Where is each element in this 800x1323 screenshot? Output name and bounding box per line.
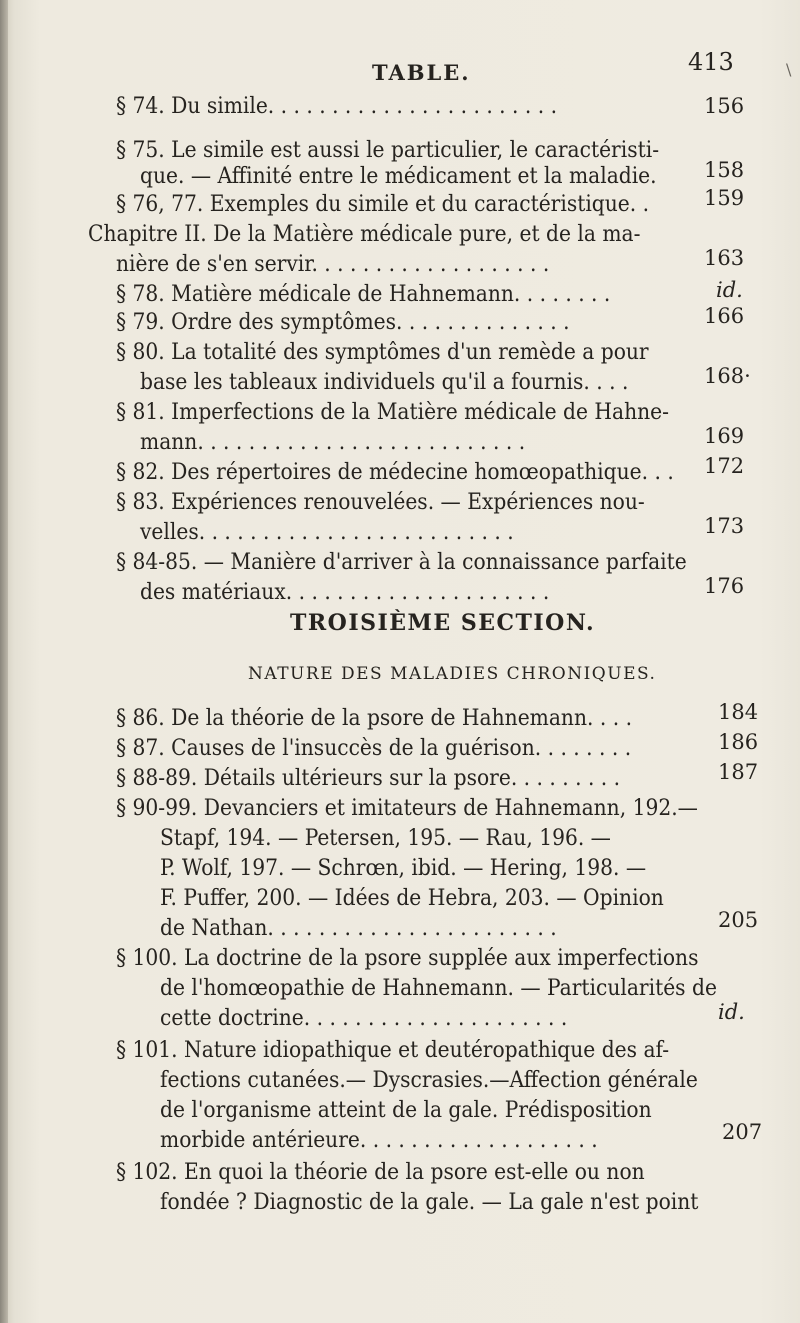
toc-line: § 79. Ordre des symptômes. . . . . . . . . . . . . . bbox=[116, 309, 570, 335]
toc-line: des matériaux. . . . . . . . . . . . . . . . . . . . . bbox=[140, 579, 550, 605]
toc-page-number: 205 bbox=[718, 908, 759, 932]
toc-line: de l'homœopathie de Hahnemann. — Particularités de bbox=[160, 975, 717, 1001]
toc-page-number: 156 bbox=[704, 94, 745, 118]
toc-line: § 80. La totalité des symptômes d'un remède a pour bbox=[116, 339, 649, 365]
toc-line: Stapf, 194. — Petersen, 195. — Rau, 196. — bbox=[160, 825, 611, 851]
toc-line: § 75. Le simile est aussi le particulier, le caractéristi- bbox=[116, 137, 660, 163]
section-heading: TROISIÈME SECTION. bbox=[290, 610, 596, 636]
toc-line: velles. . . . . . . . . . . . . . . . . . . . . . . . . bbox=[140, 519, 514, 545]
toc-line: mann. . . . . . . . . . . . . . . . . . . . . . . . . . bbox=[140, 429, 526, 455]
toc-line: § 102. En quoi la théorie de la psore est-elle ou non bbox=[116, 1159, 645, 1185]
toc-line: nière de s'en servir. . . . . . . . . . . . . . . . . . . bbox=[116, 251, 550, 277]
toc-page-number: 159 bbox=[704, 186, 745, 210]
running-header-title: TABLE. bbox=[372, 60, 471, 85]
toc-line: § 84-85. — Manière d'arriver à la connaissance parfaite bbox=[116, 549, 687, 575]
toc-line: fections cutanées.— Dyscrasies.—Affection générale bbox=[160, 1067, 698, 1093]
page-number: 413 bbox=[688, 48, 734, 76]
toc-page-number: id. bbox=[716, 278, 743, 302]
toc-page-number: 166 bbox=[704, 304, 745, 328]
toc-page-number: 158 bbox=[704, 158, 745, 182]
toc-line: de Nathan. . . . . . . . . . . . . . . . . . . . . . . bbox=[160, 915, 557, 941]
toc-line: § 82. Des répertoires de médecine homœopathique. . . bbox=[116, 459, 674, 485]
toc-page-number: 172 bbox=[704, 454, 745, 478]
toc-page-number: 207 bbox=[722, 1120, 763, 1144]
toc-line: § 101. Nature idiopathique et deutéropathique des af- bbox=[116, 1037, 670, 1063]
toc-line: § 100. La doctrine de la psore supplée aux imperfections bbox=[116, 945, 699, 971]
toc-line: § 74. Du simile. . . . . . . . . . . . . . . . . . . . . . . bbox=[116, 93, 558, 119]
toc-line: morbide antérieure. . . . . . . . . . . . . . . . . . . bbox=[160, 1127, 598, 1153]
toc-line: P. Wolf, 197. — Schrœn, ibid. — Hering, 198. — bbox=[160, 855, 647, 881]
toc-line: § 86. De la théorie de la psore de Hahnemann. . . . bbox=[116, 705, 632, 731]
toc-page-number: id. bbox=[718, 1000, 745, 1024]
toc-line: § 90-99. Devanciers et imitateurs de Hahnemann, 192.— bbox=[116, 795, 698, 821]
toc-line: § 76, 77. Exemples du simile et du caractéristique. . bbox=[116, 191, 650, 217]
toc-line: § 81. Imperfections de la Matière médicale de Hahne- bbox=[116, 399, 669, 425]
toc-page-number: 163 bbox=[704, 246, 745, 270]
toc-line: fondée ? Diagnostic de la gale. — La gale n'est point bbox=[160, 1189, 699, 1215]
toc-line: § 87. Causes de l'insuccès de la guérison. . . . . . . . bbox=[116, 735, 632, 761]
toc-page-number: 184 bbox=[718, 700, 759, 724]
toc-line: cette doctrine. . . . . . . . . . . . . . . . . . . . . bbox=[160, 1005, 568, 1031]
page-binding-edge bbox=[0, 0, 8, 1323]
toc-line: F. Puffer, 200. — Idées de Hebra, 203. — Opinion bbox=[160, 885, 664, 911]
toc-line: § 83. Expériences renouvelées. — Expériences nou- bbox=[116, 489, 645, 515]
toc-page-number: 176 bbox=[704, 574, 745, 598]
toc-page-number: 168· bbox=[704, 364, 751, 388]
toc-line: base les tableaux individuels qu'il a fournis. . . . bbox=[140, 369, 629, 395]
margin-mark: \ bbox=[786, 60, 792, 79]
toc-page-number: 173 bbox=[704, 514, 745, 538]
toc-page-number: 169 bbox=[704, 424, 745, 448]
toc-line: de l'organisme atteint de la gale. Prédisposition bbox=[160, 1097, 652, 1123]
section-subheading: NATURE DES MALADIES CHRONIQUES. bbox=[248, 664, 657, 684]
toc-chapter-line: Chapitre II. De la Matière médicale pure, et de la ma- bbox=[88, 221, 641, 247]
toc-line: § 88-89. Détails ultérieurs sur la psore. . . . . . . . . bbox=[116, 765, 621, 791]
toc-page-number: 187 bbox=[718, 760, 759, 784]
toc-page-number: 186 bbox=[718, 730, 759, 754]
toc-line: que. — Affinité entre le médicament et la maladie. bbox=[140, 163, 657, 189]
toc-line: § 78. Matière médicale de Hahnemann. . . . . . . . bbox=[116, 281, 611, 307]
